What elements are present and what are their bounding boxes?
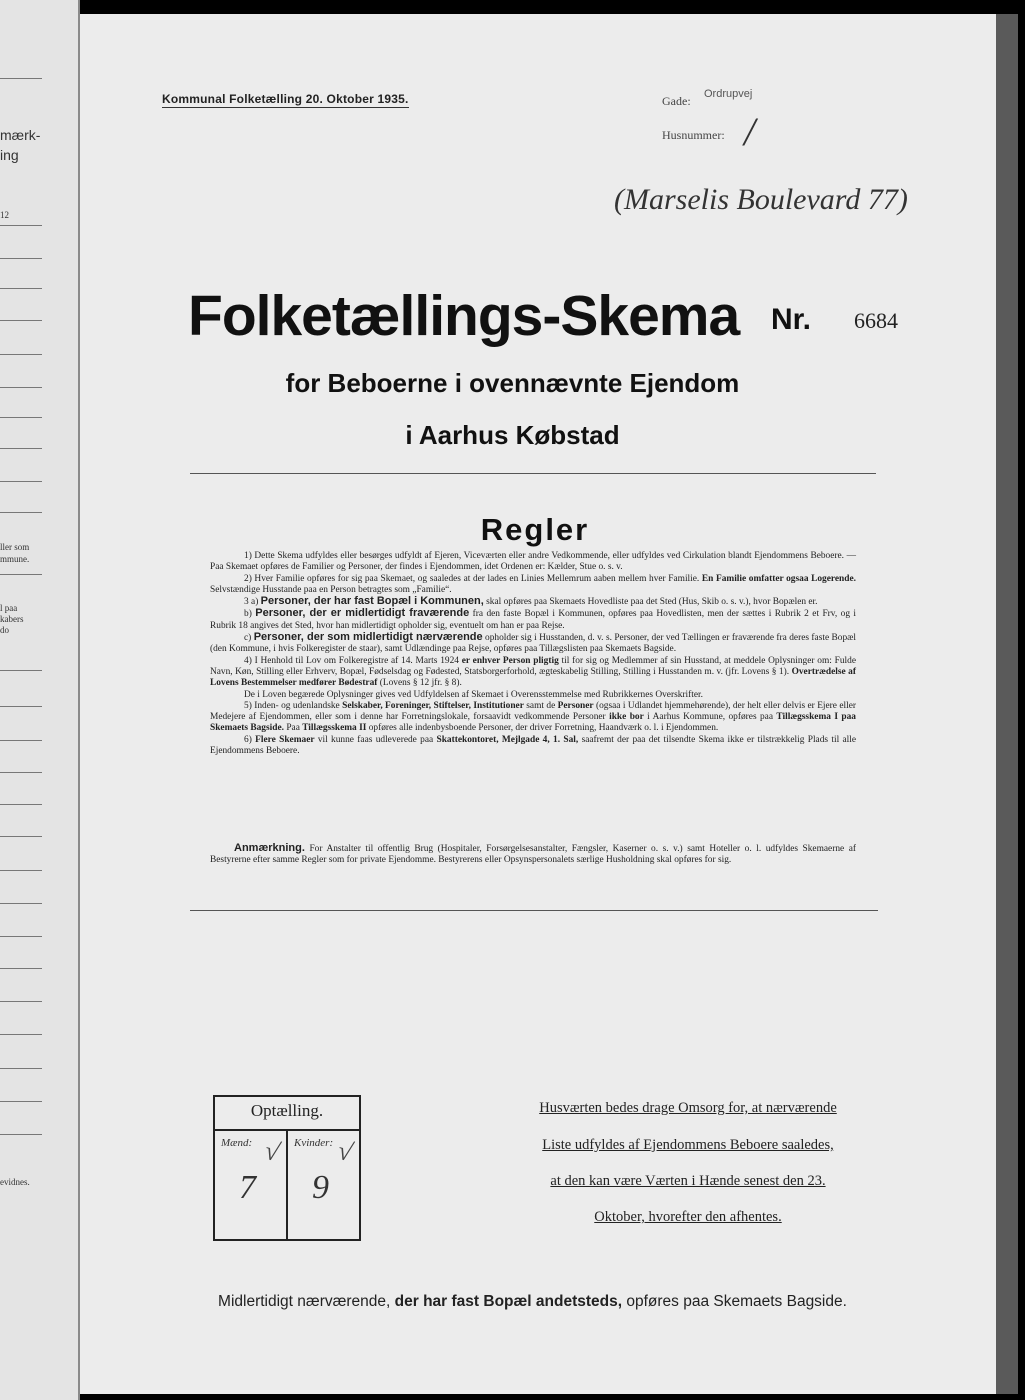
- handwritten-address-note: (Marselis Boulevard 77): [614, 183, 908, 216]
- left-fragment: l paa: [0, 603, 18, 613]
- page-edge: [996, 14, 1018, 1394]
- form-line: [0, 258, 42, 259]
- form-line: [0, 1134, 42, 1135]
- left-fragment: 12: [0, 210, 9, 220]
- check-mark: √: [334, 1135, 356, 1168]
- check-mark: √: [261, 1135, 283, 1168]
- gade-label: Gade:: [662, 94, 691, 108]
- form-line: [0, 417, 42, 418]
- left-fragment: kabers: [0, 614, 24, 624]
- rule-4: 4) I Henhold til Lov om Folkeregistre af 14. Marts 1924 er enhver Person pligtig til for sig og Medlemmer af sin Husstand, at meddele Oplysninger om: Fulde Navn, Køn, Stilling eller Erhverv, Bopæl, Fødselsdag og Fødested, Statsborgerforhold, ægteskabelig Stilling, Stilling i Husstanden m. v. (jfr. Lovens § 1). Overtrædelse af Lovens Bestemmelser medfører Bødestraf (Lovens § 12 jfr. § 8).: [210, 655, 856, 689]
- left-fragment: ller som: [0, 542, 30, 552]
- form-line: [0, 772, 42, 773]
- count-box: [213, 1095, 361, 1241]
- rule-6: 6) Flere Skemaer vil kunne faas udleverede paa Skattekontoret, Mejlgade 4, 1. Sal, saafremt der paa det tilsendte Skema ikke er tilstrækkelig Plads til alle Ejendommens Beboere.: [210, 734, 857, 757]
- form-line: [0, 903, 42, 904]
- form-line: [0, 1001, 42, 1002]
- gade-value: Ordrupvej: [704, 88, 753, 100]
- footer-note: Midlertidigt nærværende, der har fast Bopæl andetsteds, opføres paa Skemaets Bagside.: [218, 1293, 847, 1310]
- form-line: [0, 354, 42, 355]
- form-number-label: Nr.: [771, 303, 812, 336]
- left-fragment: ing: [0, 147, 19, 163]
- husvaert-line: Liste udfyldes af Ejendommens Beboere saaledes,: [542, 1137, 834, 1153]
- form-line: [0, 968, 42, 969]
- rule-5: 5) Inden- og udenlandske Selskaber, Foreninger, Stiftelser, Institutioner samt de Personer (ogsaa i Udlandet hjemmehørende), der helt eller delvis er Ejere eller Medejere af Ejendommen, eller som i denne har Forretningslokale, forsaavidt vedkommende Personer ikke bor i Aarhus Kommune, opføres paa Tillægsskema I paa Skemaets Bagside. Paa Tillægsskema II opføres alle indenbysboende Personer, der driver Forretning, Haandværk o. l. i Ejendommen.: [210, 700, 857, 734]
- form-number-value: 6684: [854, 308, 898, 333]
- men-label: Mænd:: [221, 1137, 253, 1149]
- rule-3b: b) Personer, der er midlertidigt fraværende fra den faste Bopæl i Kommunen, opføres paa Hovedlisten, men der sættes i Rubrik 2 et Frv, og i Rubrik 18 angives det Sted, hvor han midlertidigt opholder sig, eventuelt om han er paa Rejse.: [210, 607, 857, 631]
- women-label: Kvinder:: [294, 1137, 334, 1149]
- husnummer-label: Husnummer:: [662, 128, 725, 142]
- divider: [190, 910, 878, 911]
- left-fragment: do: [0, 625, 9, 635]
- rule-3c: c) Personer, der som midlertidigt nærværende opholder sig i Husstanden, d. v. s. Personer, der ved Tællingen er fraværende fra deres faste Bopæl (den Kommune, i hvis Folkeregister de staar), samt Udlændinge paa Rejse, opføres paa Tillægslisten paa Skemaets Bagside.: [210, 631, 857, 655]
- count-title: Optælling.: [250, 1101, 324, 1120]
- form-line: [0, 1068, 42, 1069]
- form-line: [0, 225, 42, 226]
- women-count: 9: [312, 1169, 329, 1206]
- men-column: [215, 1131, 286, 1239]
- form-title: Folketællings-Skema: [188, 284, 740, 348]
- husvaert-line: at den kan være Værten i Hænde senest den 23.: [550, 1173, 826, 1189]
- husvaert-line: Husværten bedes drage Omsorg for, at nærværende: [539, 1100, 837, 1116]
- men-count: 7: [239, 1169, 256, 1206]
- husnummer-value: /: [744, 109, 756, 154]
- divider: [190, 473, 876, 474]
- form-line: [0, 870, 42, 871]
- rule-2: 2) Hver Familie opføres for sig paa Skemaet, og saaledes at der lades en Linies Mellemrum aaben mellem hver Familie. En Familie omfatter ogsaa Logerende. Selvstændige Husstande paa en Person betragtes som „Familie“.: [210, 573, 856, 595]
- husvaert-line: Oktober, hvorefter den afhentes.: [594, 1209, 782, 1225]
- form-line: [0, 740, 42, 741]
- form-line: [0, 936, 42, 937]
- form-line: [0, 320, 42, 321]
- form-line: [0, 836, 42, 837]
- form-line: [0, 574, 42, 575]
- left-page-edge: [0, 0, 80, 1400]
- anmaerkning-label: Anmærkning.: [234, 842, 305, 854]
- women-column: [286, 1131, 359, 1239]
- rule-1: 1) Dette Skema udfyldes eller besørges udfyldt af Ejeren, Viceværten eller andre Vedkommende, eller udfyldes ved Cirkulation blandt Ejendommens Beboere. — Paa Skemaet opføres de Familier og Personer, der findes i Ejendommen, idet Ordenen er: Kælder, Stue o. s. v.: [210, 551, 856, 573]
- form-line: [0, 670, 42, 671]
- form-line: [0, 288, 42, 289]
- rules-heading: Regler: [480, 512, 590, 547]
- form-line: [0, 804, 42, 805]
- rule-3a: 3 a) Personer, der har fast Bopæl i Kommunen, skal opføres paa Skemaets Hovedliste paa det Sted (Hus, Skib o. s. v.), hvor Bopælen er.: [244, 595, 818, 608]
- form-line: [0, 1101, 42, 1102]
- anmaerkning-text: For Anstalter til offentlig Brug (Hospitaler, Forsørgelsesanstalter, Fængsler, Kaserner o. s. v.) samt Hoteller o. l. udfyldes Skemaerne af Bestyrerne efter samme Regler som for private Ejendomme. Bestyrerens eller Opsynspersonalets særlige Husholdning skal opføres for sig.: [210, 844, 856, 866]
- rules-text: [210, 551, 856, 757]
- anmaerkning: [210, 843, 856, 867]
- form-line: [0, 78, 42, 79]
- form-line: [0, 706, 42, 707]
- form-subtitle-city: i Aarhus Købstad: [405, 420, 620, 450]
- form-subtitle: for Beboerne i ovennævnte Ejendom: [285, 368, 740, 398]
- census-header: Kommunal Folketælling 20. Oktober 1935.: [162, 92, 409, 106]
- form-line: [0, 1034, 42, 1035]
- rule-4-note: De i Loven begærede Oplysninger gives ved Udfyldelsen af Skemaet i Overensstemmelse med Rubrikkernes Overskrifter.: [244, 689, 703, 700]
- left-fragment: mmune.: [0, 554, 30, 564]
- left-fragment: mærk-: [0, 127, 41, 143]
- left-fragment: evidnes.: [0, 1177, 30, 1187]
- form-line: [0, 481, 42, 482]
- count-row: [215, 1129, 359, 1239]
